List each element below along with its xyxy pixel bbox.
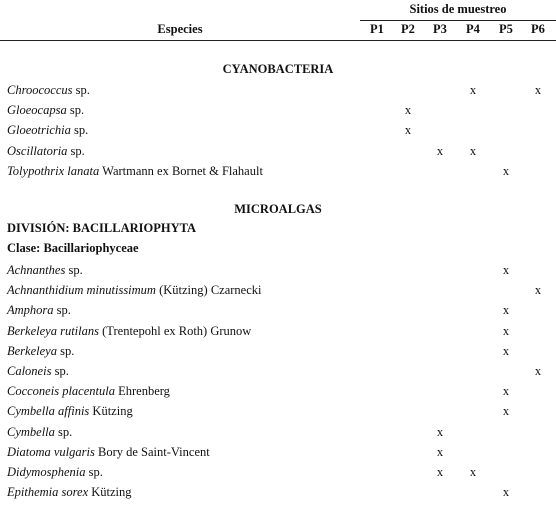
species-name (7, 465, 103, 480)
presence-mark-p2: x (404, 123, 412, 138)
species-authority: sp. (53, 303, 71, 318)
species-authority: sp. (70, 123, 89, 138)
species-genus: Achnanthes (7, 263, 66, 277)
species-column-header: Especies (157, 22, 203, 36)
table-row (0, 483, 556, 503)
species-authority: (Trentepohl ex Roth) Grunow (99, 323, 252, 338)
presence-mark-p5: x (502, 343, 510, 358)
table-row (0, 301, 556, 321)
header-subrule (360, 20, 556, 21)
species-genus: Caloneis (7, 364, 52, 378)
table-row (0, 261, 556, 281)
species-genus: Amphora (7, 303, 54, 318)
table-row (0, 463, 556, 483)
presence-mark-p4: x (469, 143, 477, 158)
header-bottom-rule (0, 40, 556, 41)
species-genus: Tolypothrix lanata (7, 163, 100, 178)
sampling-sites-header: Sitios de muestreo (409, 2, 507, 16)
presence-mark-p3: x (436, 424, 444, 439)
presence-mark-p4: x (469, 465, 477, 479)
species-genus: Didymosphenia (7, 465, 86, 479)
species-authority: (Kützing) Czarnecki (155, 283, 262, 298)
species-genus: Chroococcus (7, 83, 73, 97)
species-authority: sp. (72, 83, 90, 97)
species-authority: sp. (56, 343, 75, 358)
species-genus: Oscillatoria (7, 143, 68, 158)
table-row (0, 402, 556, 422)
presence-mark-p3: x (436, 143, 444, 158)
presence-mark-p6: x (534, 364, 542, 378)
species-name (7, 344, 74, 359)
presence-mark-p5: x (502, 404, 510, 419)
division-label: DIVISIÓN: BACILLARIOPHYTA (7, 221, 197, 235)
presence-mark-p5: x (502, 263, 510, 277)
table-row (0, 142, 556, 162)
table-row (0, 322, 556, 342)
species-genus: Diatoma vulgaris (7, 444, 95, 459)
table-row (0, 443, 556, 463)
column-header-p6: P6 (531, 22, 545, 36)
column-header-p3: P3 (433, 22, 447, 36)
species-authority: Kützing (89, 404, 133, 419)
table-row (0, 81, 556, 101)
section-title: MICROALGAS (234, 202, 322, 216)
table-row (0, 101, 556, 121)
species-name (7, 485, 132, 500)
species-authority: sp. (65, 263, 83, 277)
species-genus: Cymbella affinis (7, 404, 90, 419)
presence-mark-p3: x (436, 465, 444, 479)
species-genus: Cocconeis placentula (7, 384, 115, 399)
species-name (7, 83, 90, 98)
species-genus: Gloeotrichia (7, 123, 71, 138)
table-row (0, 342, 556, 362)
species-genus: Berkeleya rutilans (7, 323, 99, 338)
column-header-p2: P2 (401, 22, 415, 36)
presence-mark-p6: x (534, 283, 542, 298)
species-name (7, 303, 71, 318)
species-name (7, 364, 69, 379)
species-authority: Bory de Saint-Vincent (94, 444, 210, 459)
species-name (7, 103, 84, 118)
species-genus: Cymbella (7, 424, 55, 439)
column-header-p4: P4 (466, 22, 480, 36)
table-row (0, 362, 556, 382)
presence-mark-p4: x (469, 83, 477, 97)
presence-mark-p5: x (502, 323, 510, 338)
column-header-p1: P1 (370, 22, 384, 36)
species-genus: Berkeleya (7, 343, 57, 358)
table-row (0, 423, 556, 443)
table-row (0, 162, 556, 182)
class-label: Clase: Bacillariophyceae (7, 241, 139, 255)
presence-mark-p5: x (502, 485, 510, 500)
species-name (7, 384, 170, 399)
species-authority: sp. (85, 465, 103, 479)
species-authority: sp. (51, 364, 69, 378)
species-genus: Epithemia sorex (7, 485, 89, 500)
presence-mark-p2: x (404, 103, 412, 118)
presence-mark-p6: x (534, 83, 542, 97)
presence-mark-p5: x (502, 163, 510, 178)
species-name (7, 144, 85, 159)
species-authority: sp. (66, 103, 85, 118)
table-row (0, 382, 556, 402)
species-authority: sp. (54, 424, 73, 439)
table-row (0, 281, 556, 301)
species-authority: Wartmann ex Bornet & Flahault (99, 163, 263, 178)
species-genus: Gloeocapsa (7, 103, 67, 118)
species-name (7, 123, 88, 138)
species-name (7, 404, 133, 419)
presence-mark-p3: x (436, 444, 444, 459)
species-authority: sp. (67, 143, 85, 158)
section-title: CYANOBACTERIA (222, 62, 334, 76)
species-name (7, 283, 261, 298)
species-name (7, 324, 251, 339)
species-name (7, 263, 83, 278)
species-genus: Achnanthidium minutissimum (7, 283, 156, 298)
species-name (7, 425, 72, 440)
presence-mark-p5: x (502, 303, 510, 318)
species-name (7, 164, 263, 179)
column-header-p5: P5 (499, 22, 513, 36)
table-row (0, 121, 556, 141)
presence-mark-p5: x (502, 384, 510, 399)
species-authority: Ehrenberg (114, 384, 170, 399)
species-authority: Kützing (88, 485, 132, 500)
species-name (7, 445, 210, 460)
